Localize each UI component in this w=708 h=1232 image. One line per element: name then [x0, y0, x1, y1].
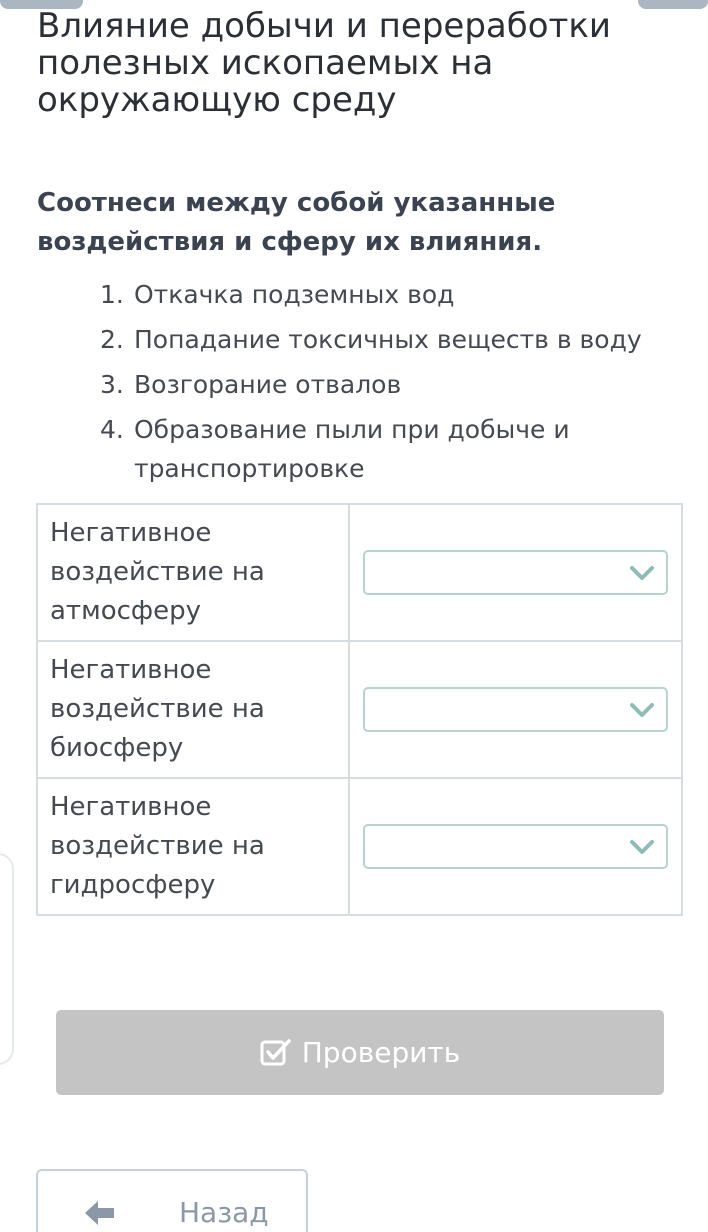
select-cell: [349, 504, 682, 641]
check-button-label: Проверить: [301, 1036, 461, 1069]
match-label: Негативное воздействие на биосферу: [37, 641, 349, 778]
back-button[interactable]: [36, 1169, 308, 1232]
sphere-dropdown-hydrosphere[interactable]: [363, 824, 668, 869]
chevron-down-icon: [628, 561, 656, 585]
items-list: [100, 275, 690, 494]
match-table: [36, 503, 683, 916]
item-number: 3.: [100, 370, 124, 399]
table-row: [37, 504, 682, 641]
item-text: Возгорание отвалов: [134, 370, 402, 399]
check-button[interactable]: [56, 1010, 664, 1095]
table-row: [37, 778, 682, 915]
item-text: Откачка подземных вод: [134, 280, 455, 309]
sphere-dropdown-atmosphere[interactable]: [363, 550, 668, 595]
match-label: Негативное воздействие на гидросферу: [37, 778, 349, 915]
item-text: Образование пыли при добыче и транспортировке: [134, 415, 570, 483]
chevron-down-icon: [628, 698, 656, 722]
match-label: Негативное воздействие на атмосферу: [37, 504, 349, 641]
select-cell: [349, 641, 682, 778]
chevron-down-icon: [628, 835, 656, 859]
list-item: [100, 410, 690, 488]
item-text: Попадание токсичных веществ в воду: [134, 325, 642, 354]
item-number: 1.: [100, 280, 124, 309]
side-panel-handle[interactable]: [0, 853, 14, 1065]
check-square-icon: [260, 1038, 292, 1068]
arrow-left-icon: [85, 1200, 115, 1226]
sphere-dropdown-biosphere[interactable]: [363, 687, 668, 732]
page-title: Влияние добычи и переработки полезных ископаемых на окружающую среду: [37, 6, 611, 120]
select-cell: [349, 778, 682, 915]
table-row: [37, 641, 682, 778]
list-item: [100, 320, 690, 359]
list-item: [100, 275, 690, 314]
item-number: 2.: [100, 325, 124, 354]
question-text: Соотнеси между собой указанные воздействия и сферу их влияния.: [37, 188, 556, 257]
back-button-label: Назад: [179, 1196, 269, 1229]
item-number: 4.: [100, 415, 124, 444]
list-item: [100, 365, 690, 404]
